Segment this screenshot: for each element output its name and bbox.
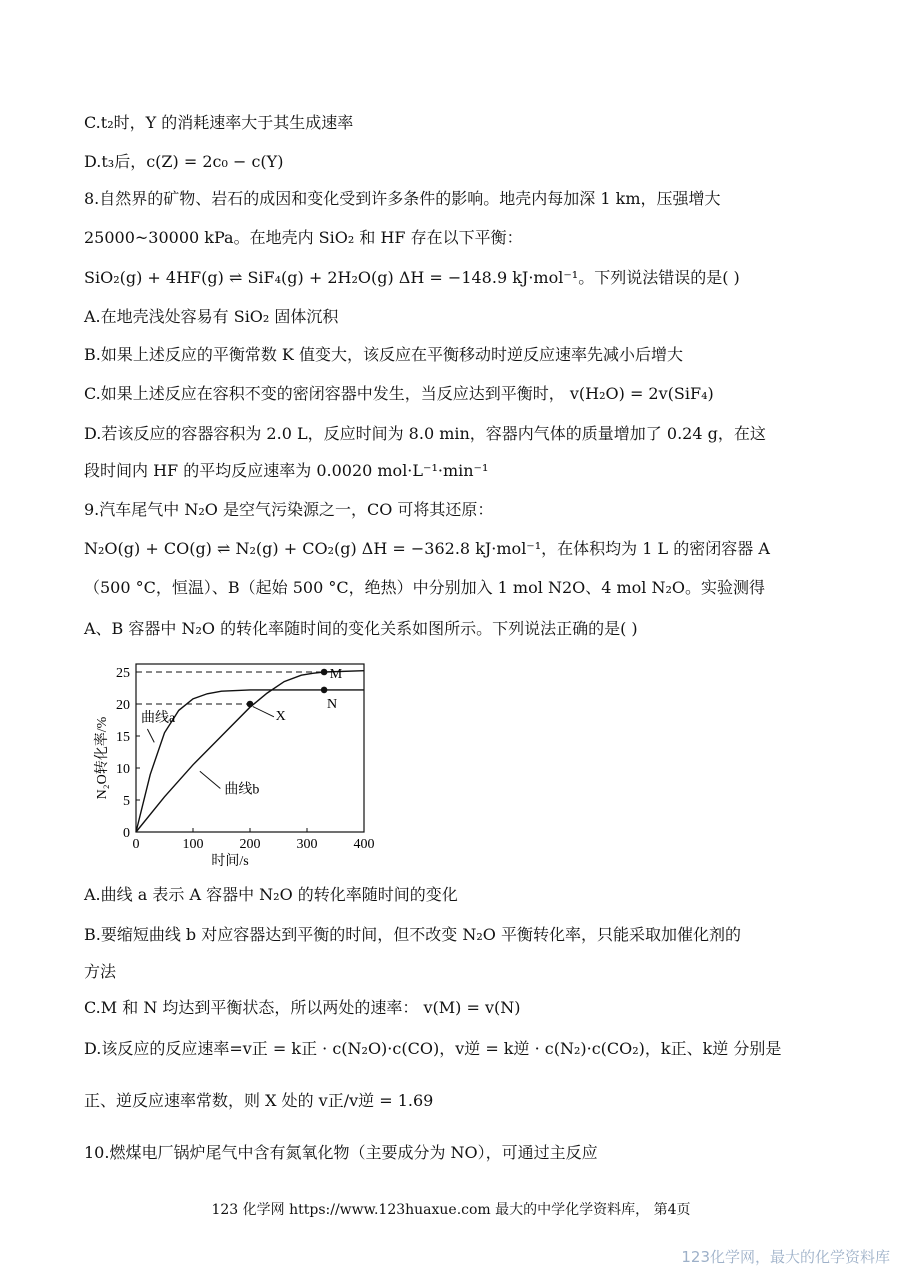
question-8-stem-2: 25000~30000 kPa。在地壳内 SiO₂ 和 HF 存在以下平衡： <box>84 228 523 247</box>
option-a9: A.曲线 a 表示 A 容器中 N₂O 的转化率随时间的变化 <box>84 885 458 904</box>
y-tick-label: 25 <box>116 666 130 681</box>
series-line <box>136 671 364 832</box>
question-9-stem-2: （500 °C，恒温）、B（起始 500 °C，绝热）中分别加入 1 mol N2O、4 mol N₂O。实验测得 <box>84 578 766 597</box>
series-label-pointer <box>147 729 154 742</box>
annotation-label: X <box>275 709 286 724</box>
option-d8-1: D.若该反应的容器容积为 2.0 L，反应时间为 8.0 min，容器内气体的质量增加了 0.24 g，在这 <box>84 424 766 443</box>
question-9-stem-1: 9.汽车尾气中 N₂O 是空气污染源之一，CO 可将其还原： <box>84 500 494 519</box>
option-c8: C.如果上述反应在容积不变的密闭容器中发生，当反应达到平衡时， v(H₂O) = 2v(SiF₄) <box>84 384 714 403</box>
conversion-chart <box>84 655 394 870</box>
series-label-pointer <box>200 771 221 788</box>
y-tick-label: 20 <box>116 698 130 713</box>
annotation-label: N <box>326 696 338 712</box>
question-8-equation: SiO₂(g) + 4HF(g) ⇌ SiF₄(g) + 2H₂O(g) ΔH = −148.9 kJ·mol⁻¹。下列说法错误的是( ) <box>84 268 740 287</box>
option-a8: A.在地壳浅处容易有 SiO₂ 固体沉积 <box>84 307 339 326</box>
option-b9-2: 方法 <box>84 962 117 981</box>
x-tick-label: 0 <box>132 837 140 852</box>
option-c7: C.t₂时，Y 的消耗速率大于其生成速率 <box>84 113 354 132</box>
question-9-equation: N₂O(g) + CO(g) ⇌ N₂(g) + CO₂(g) ΔH = −362.8 kJ·mol⁻¹，在体积均为 1 L 的密闭容器 A <box>84 539 770 558</box>
option-d9-1: D.该反应的反应速率=v正 = k正 · c(N₂O)·c(CO)，v逆 = k逆 · c(N₂)·c(CO₂)，k正、k逆 分别是 <box>84 1039 782 1058</box>
option-d7: D.t₃后，c(Z) = 2c₀ − c(Y) <box>84 152 284 171</box>
question-8-stem-1: 8.自然界的矿物、岩石的成因和变化受到许多条件的影响。地壳内每加深 1 km，压强增大 <box>84 189 721 208</box>
data-point <box>247 701 254 708</box>
question-9-stem-3: A、B 容器中 N₂O 的转化率随时间的变化关系如图所示。下列说法正确的是( ) <box>84 619 638 638</box>
option-c9: C.M 和 N 均达到平衡状态，所以两处的速率： v(M) = v(N) <box>84 998 521 1017</box>
watermark: 123化学网，最大的化学资料库 <box>681 1248 890 1266</box>
annotation-pointer <box>253 707 274 717</box>
x-tick-label: 400 <box>353 837 375 852</box>
y-tick-label: 5 <box>123 794 130 809</box>
series-label: 曲线a <box>141 711 176 726</box>
question-10-stem: 10.燃煤电厂锅炉尾气中含有氮氧化物（主要成分为 NO），可通过主反应 <box>84 1143 598 1162</box>
y-tick-label: 0 <box>123 826 130 841</box>
option-d9-2: 正、逆反应速率常数，则 X 处的 v正/v逆 = 1.69 <box>84 1091 434 1110</box>
option-b8: B.如果上述反应的平衡常数 K 值变大，该反应在平衡移动时逆反应速率先减小后增大 <box>84 345 683 364</box>
x-axis-label: 时间/s <box>211 854 249 869</box>
data-point <box>321 687 328 694</box>
y-axis-label: N₂O转化率/% <box>95 716 110 800</box>
x-tick-label: 200 <box>239 837 261 852</box>
y-tick-label: 10 <box>116 762 130 777</box>
annotation-label: M <box>329 667 343 682</box>
option-b9-1: B.要缩短曲线 b 对应容器达到平衡的时间，但不改变 N₂O 平衡转化率，只能采取加催化剂的 <box>84 925 741 944</box>
data-point <box>321 669 328 676</box>
series-label: 曲线b <box>224 782 260 798</box>
option-d8-2: 段时间内 HF 的平均反应速率为 0.0020 mol·L⁻¹·min⁻¹ <box>84 461 489 480</box>
page-footer: 123 化学网 https://www.123huaxue.com 最大的中学化学资料库， 第4页 <box>211 1202 691 1218</box>
x-tick-label: 100 <box>182 837 204 852</box>
x-tick-label: 300 <box>296 837 318 852</box>
plot-frame <box>136 664 364 832</box>
y-tick-label: 15 <box>116 730 130 745</box>
